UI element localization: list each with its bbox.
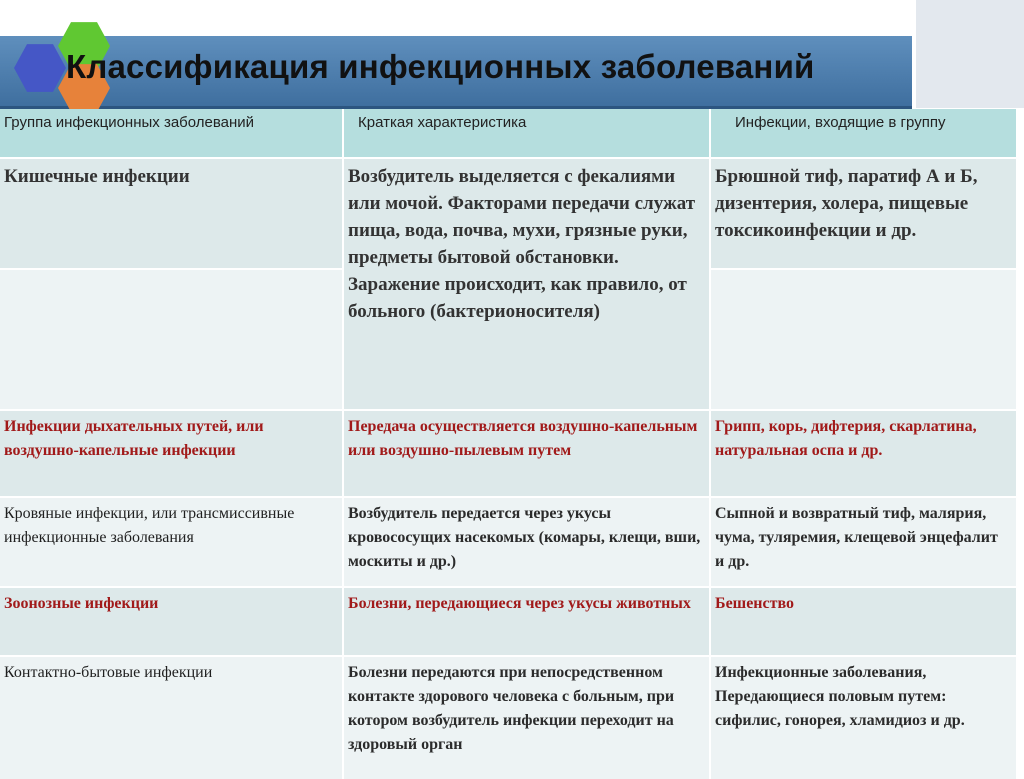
row-contact-description: Болезни передаются при непосредственном контакте здорового человека с больным, при котором возбудитель инфекции переходит на здоровый орган — [344, 657, 709, 779]
header-description: Краткая характеристика — [344, 109, 709, 157]
row-blood-description: Возбудитель передается через укусы кровососущих насекомых (комары, клещи, вши, москиты и др.) — [344, 498, 709, 586]
row-contact-infections: Инфекционные заболевания, Передающиеся половым путем: сифилис, гонорея, хламидиоз и др. — [711, 657, 1016, 779]
row-blood-group: Кровяные инфекции, или трансмиссивные инфекционные заболевания — [0, 498, 342, 586]
row-contact-group: Контактно-бытовые инфекции — [0, 657, 342, 779]
row-respiratory-description: Передача осуществляется воздушно-капельным или воздушно-пылевым путем — [344, 411, 709, 496]
header-infections: Инфекции, входящие в группу — [711, 109, 1016, 157]
classification-table — [0, 109, 1012, 767]
row-zoonotic-description: Болезни, передающиеся через укусы животных — [344, 588, 709, 655]
row-intestinal-description: Возбудитель выделяется с фекалиями или мочой. Факторами передачи служат пища, вода, почва, мухи, грязные руки, предметы бытовой обстановки. Заражение происходит, как правило, от больного (бактерионосителя) — [344, 159, 709, 409]
row-intestinal-group: Кишечные инфекции — [0, 159, 342, 268]
row-intestinal-group-filler — [0, 270, 342, 409]
page-title: Классификация инфекционных заболеваний — [66, 48, 815, 85]
row-intestinal-infections-filler — [711, 270, 1016, 409]
row-zoonotic-infections: Бешенство — [711, 588, 1016, 655]
header-group: Группа инфекционных заболеваний — [0, 109, 342, 157]
top-strip — [0, 0, 1024, 36]
row-respiratory-infections: Грипп, корь, дифтерия, скарлатина, натуральная оспа и др. — [711, 411, 1016, 496]
row-respiratory-group: Инфекции дыхательных путей, или воздушно-капельные инфекции — [0, 411, 342, 496]
corner-decoration — [916, 0, 1024, 108]
row-blood-infections: Сыпной и возвратный тиф, малярия, чума, туляремия, клещевой энцефалит и др. — [711, 498, 1016, 586]
row-zoonotic-group: Зоонозные инфекции — [0, 588, 342, 655]
row-intestinal-infections: Брюшной тиф, паратиф А и Б, дизентерия, холера, пищевые токсикоинфекции и др. — [711, 159, 1016, 268]
